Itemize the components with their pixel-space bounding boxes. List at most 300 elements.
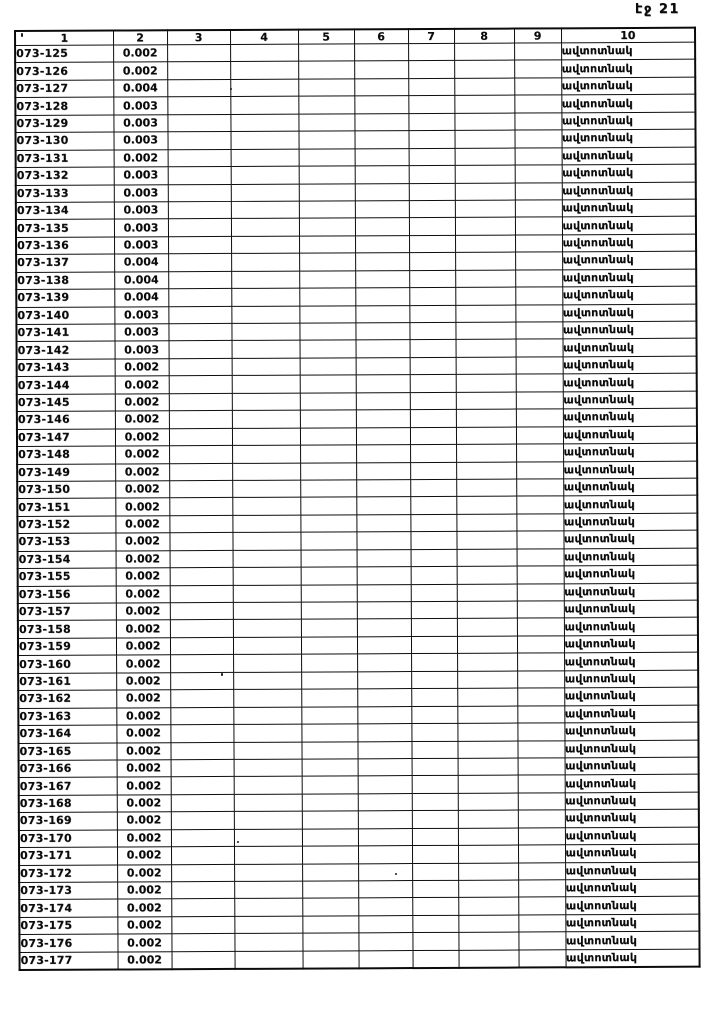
cell-empty [301,550,357,568]
cell-empty [456,462,516,480]
cell-parcel-id: 073-162 [18,690,116,708]
cell-empty [301,706,357,724]
cell-empty [355,218,409,236]
cell-empty [410,514,456,532]
cell-empty [232,341,300,359]
cell-usage-note: ավտոտնակ [563,339,697,357]
cell-usage-note: ավտոտնակ [564,565,698,583]
cell-area-value: 0.002 [117,934,171,952]
cell-empty [514,95,561,113]
cell-empty [300,480,356,498]
cell-empty [411,549,457,567]
cell-empty [299,236,355,254]
cell-empty [300,462,356,480]
cell-empty [517,566,564,584]
cell-empty [358,828,412,846]
cell-empty [354,96,408,114]
cell-empty [300,358,356,376]
cell-empty [516,444,563,462]
cell-empty [232,480,300,498]
cell-empty [458,915,518,933]
column-header-9: 9 [514,28,561,43]
cell-empty [357,671,411,689]
page-number: էջ 21 [635,2,680,17]
cell-area-value: 0.002 [116,690,170,708]
cell-empty [411,671,457,689]
cell-empty [457,549,517,567]
cell-empty [234,776,302,794]
cell-empty [171,864,234,882]
cell-parcel-id: 073-167 [19,777,117,795]
cell-empty [300,375,356,393]
cell-parcel-id: 073-156 [18,586,116,604]
cell-empty [355,183,409,201]
cell-empty [299,201,355,219]
cell-empty [232,428,300,446]
cell-empty [299,183,355,201]
cell-empty [230,62,298,80]
cell-empty [301,741,357,759]
cell-usage-note: ավտոտնակ [565,809,699,827]
cell-empty [354,131,408,149]
column-header-6: 6 [354,29,408,44]
cell-parcel-id: 073-155 [18,568,116,586]
cell-empty [457,566,517,584]
cell-empty [232,497,300,515]
cell-area-value: 0.004 [114,271,168,289]
cell-empty [408,78,454,96]
cell-empty [409,322,455,340]
cell-empty [457,601,517,619]
cell-usage-note: ավտոտնակ [562,304,696,322]
cell-usage-note: ավտոտնակ [562,164,696,182]
cell-area-value: 0.002 [114,149,168,167]
cell-area-value: 0.002 [116,725,170,743]
cell-empty [457,723,517,741]
cell-empty [458,845,518,863]
cell-empty [456,479,516,497]
cell-empty [233,654,301,672]
cell-usage-note: ավտոտնակ [565,914,699,932]
cell-empty [515,217,562,235]
cell-usage-note: ավտոտնակ [562,251,696,269]
cell-empty [356,497,410,515]
cell-empty [230,79,298,97]
cell-empty [170,724,233,742]
cell-empty [299,166,355,184]
cell-usage-note: ավտոտնակ [563,408,697,426]
table-body [15,42,700,970]
cell-area-value: 0.002 [117,847,171,865]
cell-usage-note: ավտոտնակ [563,530,697,548]
cell-usage-note: ավտոտնակ [562,147,696,165]
cell-parcel-id: 073-163 [18,708,116,726]
cell-empty [356,532,410,550]
column-header-8: 8 [454,29,514,44]
cell-empty [356,445,410,463]
cell-empty [514,113,561,131]
cell-empty [355,288,409,306]
cell-empty [411,689,457,707]
cell-empty [412,811,458,829]
cell-usage-note: ավտոտնակ [565,775,699,793]
cell-empty [231,323,299,341]
cell-empty [517,583,564,601]
cell-parcel-id: 073-135 [16,219,114,237]
cell-empty [409,183,455,201]
cell-usage-note: ավտոտնակ [565,792,699,810]
cell-empty [354,61,408,79]
cell-area-value: 0.002 [117,795,171,813]
cell-empty [300,532,356,550]
cell-empty [233,689,301,707]
cell-usage-note: ավտոտնակ [564,670,698,688]
scan-speck [21,33,23,37]
cell-empty [518,793,565,811]
cell-empty [515,165,562,183]
cell-empty [459,950,519,968]
cell-usage-note: ավտոտնակ [563,356,697,374]
cell-empty [358,846,412,864]
cell-empty [232,358,300,376]
cell-empty [455,148,515,166]
cell-empty [458,758,518,776]
cell-empty [411,584,457,602]
cell-empty [517,688,564,706]
cell-empty [298,131,354,149]
cell-empty [409,270,455,288]
cell-empty [518,810,565,828]
cell-empty [302,881,358,899]
cell-empty [357,654,411,672]
cell-empty [455,165,515,183]
cell-empty [170,690,233,708]
cell-empty [458,828,518,846]
cell-area-value: 0.002 [116,550,170,568]
cell-empty [516,479,563,497]
cell-parcel-id: 073-166 [19,760,117,778]
cell-usage-note: ավտոտնակ [562,321,696,339]
cell-empty [300,497,356,515]
cell-empty [168,149,231,167]
cell-area-value: 0.002 [115,428,169,446]
cell-empty [518,897,565,915]
cell-parcel-id: 073-133 [16,185,114,203]
cell-empty [408,43,454,61]
cell-empty [518,758,565,776]
cell-empty [357,602,411,620]
cell-usage-note: ավտոտնակ [565,897,699,915]
cell-parcel-id: 073-176 [19,934,117,952]
cell-usage-note: ավտոտնակ [562,269,696,287]
cell-empty [232,463,300,481]
cell-empty [356,514,410,532]
cell-empty [232,445,300,463]
cell-empty [409,253,455,271]
cell-empty [457,636,517,654]
cell-empty [457,741,517,759]
cell-empty [356,392,410,410]
cell-empty [410,357,456,375]
cell-parcel-id: 073-140 [16,307,114,325]
cell-parcel-id: 073-145 [17,394,115,412]
scan-speck [230,88,232,90]
cell-empty [299,288,355,306]
cell-empty [410,427,456,445]
cell-empty [515,252,562,270]
cell-parcel-id: 073-157 [18,603,116,621]
cell-empty [514,130,561,148]
cell-area-value: 0.002 [115,359,169,377]
cell-area-value: 0.003 [114,167,168,185]
cell-empty [301,567,357,585]
cell-parcel-id: 073-171 [19,847,117,865]
cell-area-value: 0.002 [116,603,170,621]
cell-empty [300,427,356,445]
cell-empty [410,410,456,428]
scan-speck [237,841,239,843]
cell-empty [302,863,358,881]
cell-empty [411,566,457,584]
cell-empty [169,446,232,464]
cell-empty [233,550,301,568]
cell-empty [356,427,410,445]
cell-empty [455,217,515,235]
cell-empty [169,411,232,429]
cell-empty [301,584,357,602]
cell-empty [454,130,514,148]
cell-parcel-id: 073-147 [17,429,115,447]
cell-usage-note: ավտոտնակ [563,373,697,391]
cell-area-value: 0.003 [113,97,167,115]
cell-area-value: 0.003 [114,237,168,255]
cell-empty [455,200,515,218]
cell-empty [302,829,358,847]
cell-empty [412,758,458,776]
cell-parcel-id: 073-173 [19,882,117,900]
cell-empty [410,497,456,515]
cell-empty [518,828,565,846]
cell-empty [457,653,517,671]
cell-empty [302,794,358,812]
cell-empty [167,44,230,62]
cell-empty [355,148,409,166]
cell-empty [356,357,410,375]
cell-empty [234,811,302,829]
cell-area-value: 0.002 [115,411,169,429]
cell-usage-note: ավտոտնակ [564,548,698,566]
cell-empty [455,183,515,201]
cell-area-value: 0.002 [115,463,169,481]
cell-area-value: 0.003 [114,202,168,220]
cell-empty [302,898,358,916]
cell-parcel-id: 073-129 [15,115,113,133]
cell-empty [233,742,301,760]
cell-empty [516,374,563,392]
cell-parcel-id: 073-127 [15,80,113,98]
cell-empty [302,811,358,829]
cell-empty [168,323,231,341]
cell-empty [358,793,412,811]
cell-usage-note: ավտոտնակ [562,182,696,200]
cell-empty [169,515,232,533]
cell-empty [410,392,456,410]
cell-empty [170,620,233,638]
cell-empty [413,950,459,968]
cell-empty [355,270,409,288]
cell-empty [456,496,516,514]
cell-empty [516,496,563,514]
cell-empty [410,462,456,480]
cell-area-value: 0.002 [117,829,171,847]
cell-usage-note: ավտոտնակ [562,217,696,235]
cell-empty [169,393,232,411]
cell-empty [455,252,515,270]
cell-empty [234,846,302,864]
cell-area-value: 0.003 [113,115,167,133]
cell-empty [302,916,358,934]
cell-empty [298,96,354,114]
cell-empty [170,568,233,586]
cell-empty [515,182,562,200]
cell-usage-note: ավտոտնակ [561,77,695,95]
cell-empty [357,584,411,602]
cell-empty [517,671,564,689]
cell-empty [299,218,355,236]
cell-area-value: 0.002 [116,742,170,760]
cell-area-value: 0.002 [115,516,169,534]
cell-empty [170,550,233,568]
cell-empty [358,881,412,899]
cell-usage-note: ավտոտնակ [563,496,697,514]
cell-empty [171,847,234,865]
cell-empty [230,96,298,114]
cell-parcel-id: 073-149 [17,464,115,482]
cell-area-value: 0.004 [114,254,168,272]
cell-empty [171,899,234,917]
cell-empty [410,375,456,393]
cell-parcel-id: 073-139 [16,289,114,307]
cell-empty [411,654,457,672]
cell-empty [235,951,303,969]
cell-parcel-id: 073-170 [19,830,117,848]
cell-parcel-id: 073-151 [17,498,115,516]
cell-parcel-id: 073-130 [16,132,114,150]
cell-empty [171,881,234,899]
cell-empty [456,514,516,532]
cell-empty [458,775,518,793]
cell-empty [357,636,411,654]
cell-empty [454,43,514,61]
cell-empty [358,776,412,794]
cell-usage-note: ավտոտնակ [563,443,697,461]
cell-empty [168,289,231,307]
cell-empty [456,339,516,357]
cell-empty [411,601,457,619]
cell-usage-note: ավտոտնակ [564,618,698,636]
cell-usage-note: ավտոտնակ [561,94,695,112]
cell-empty [516,409,563,427]
cell-empty [302,933,358,951]
cell-empty [456,392,516,410]
cell-empty [169,428,232,446]
cell-empty [298,79,354,97]
cell-empty [169,498,232,516]
cell-empty [355,253,409,271]
cell-empty [356,462,410,480]
cell-empty [298,114,354,132]
cell-empty [167,62,230,80]
cell-empty [410,479,456,497]
cell-usage-note: ավտոտնակ [565,827,699,845]
cell-parcel-id: 073-164 [18,725,116,743]
cell-empty [409,305,455,323]
scan-speck [221,673,223,676]
cell-empty [231,201,299,219]
cell-empty [302,759,358,777]
cell-empty [301,654,357,672]
cell-parcel-id: 073-131 [16,150,114,168]
cell-empty [170,742,233,760]
cell-parcel-id: 073-154 [18,551,116,569]
cell-empty [355,201,409,219]
cell-usage-note: ավտոտնակ [564,635,698,653]
cell-empty [456,357,516,375]
cell-empty [457,706,517,724]
cell-empty [168,254,231,272]
cell-usage-note: ավտոտնակ [564,600,698,618]
cell-area-value: 0.004 [114,289,168,307]
cell-area-value: 0.002 [116,672,170,690]
cell-empty [233,637,301,655]
cell-empty [517,740,564,758]
cell-empty [169,463,232,481]
cell-empty [299,305,355,323]
cell-empty [230,131,298,149]
cell-empty [454,60,514,78]
cell-empty [516,357,563,375]
cell-empty [412,776,458,794]
cell-empty [357,706,411,724]
cell-empty [359,950,413,968]
cell-parcel-id: 073-175 [19,917,117,935]
cell-empty [412,933,458,951]
cell-parcel-id: 073-153 [17,533,115,551]
cell-area-value: 0.002 [116,620,170,638]
cell-usage-note: ավտոտնակ [564,722,698,740]
cell-parcel-id: 073-165 [18,743,116,761]
cell-empty [232,515,300,533]
cell-empty [233,602,301,620]
cell-empty [411,706,457,724]
cell-empty [170,672,233,690]
cell-empty [169,480,232,498]
cell-empty [356,410,410,428]
cell-empty [517,601,564,619]
cell-parcel-id: 073-159 [18,638,116,656]
cell-empty [410,340,456,358]
cell-empty [303,951,359,969]
cell-empty [408,113,454,131]
cell-empty [299,271,355,289]
cell-area-value: 0.002 [117,812,171,830]
column-header-1: 1 [15,31,113,46]
cell-empty [300,445,356,463]
cell-empty [233,585,301,603]
cell-empty [358,915,412,933]
cell-empty [410,532,456,550]
cell-empty [233,724,301,742]
